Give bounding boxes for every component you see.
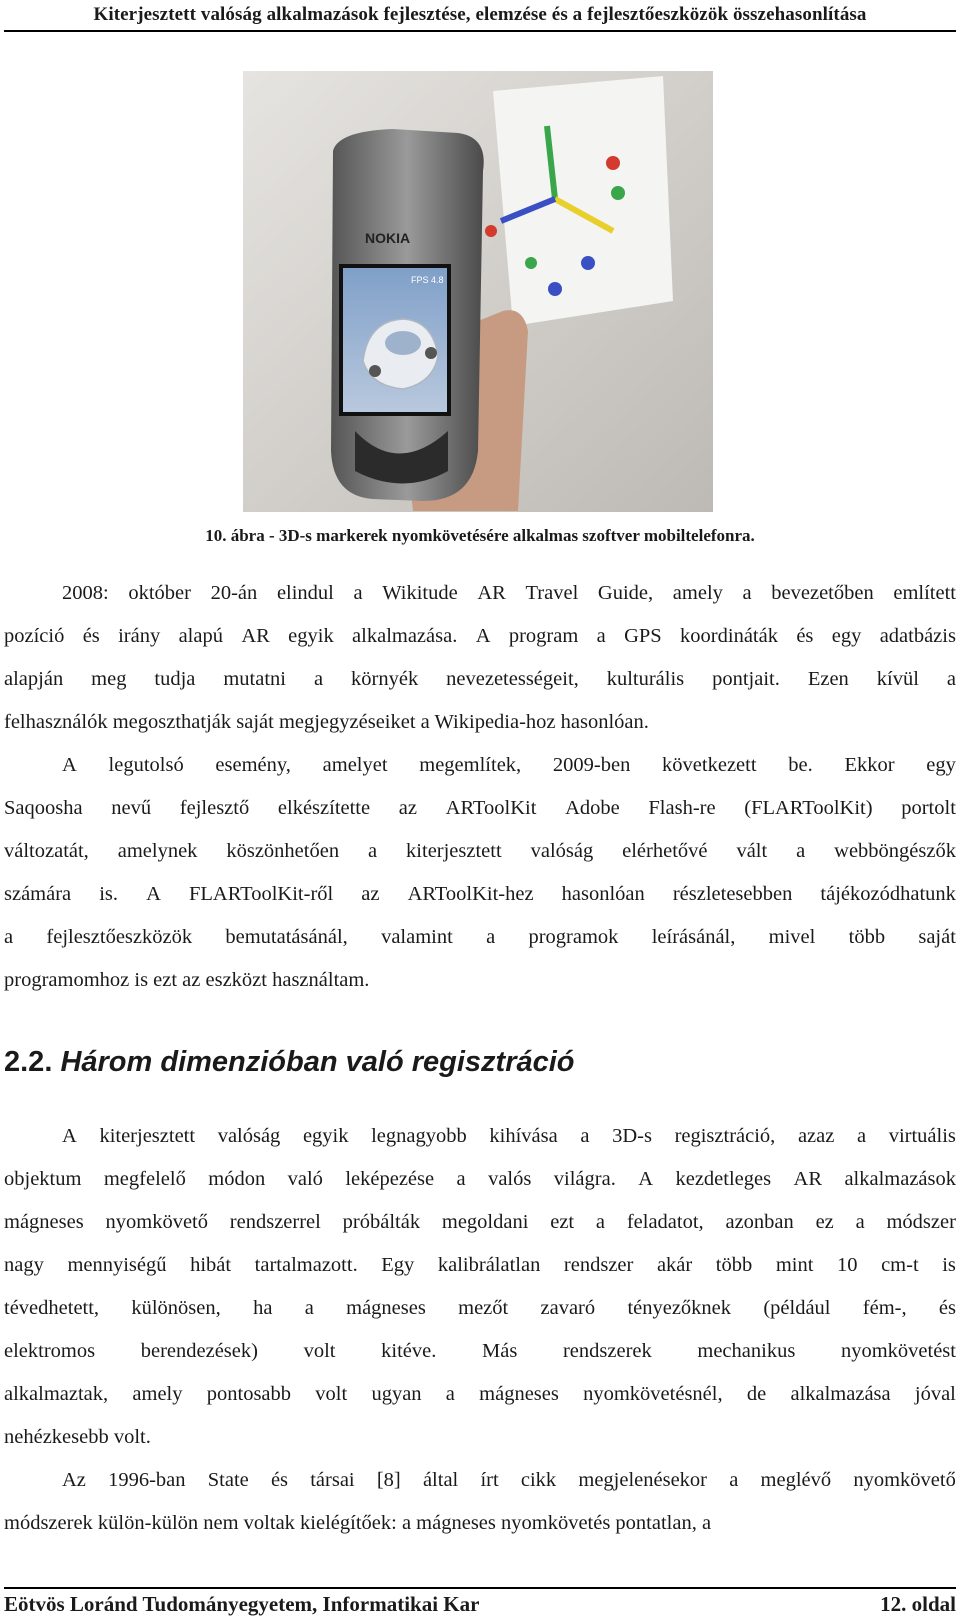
paragraph-line [4, 916, 956, 959]
word: nyomkövetésnél, [583, 1383, 723, 1405]
word: megjelenésekor [578, 1469, 708, 1491]
word: mágneses [4, 1211, 84, 1233]
paragraph-2 [4, 744, 956, 1002]
word: fejlesztőeszközök [46, 926, 193, 948]
word: mezőt [458, 1297, 509, 1319]
word: világra. [553, 1168, 616, 1190]
word: a [729, 1469, 739, 1491]
word: leképezése [345, 1168, 435, 1190]
word: Más [482, 1340, 518, 1362]
word: egy [926, 754, 956, 776]
word: amelynek [117, 840, 198, 862]
word: irány [118, 625, 161, 647]
word: amely [132, 1383, 183, 1405]
word: bemutatásánál, [225, 926, 348, 948]
word: tudja [154, 668, 196, 690]
word: rendszer [563, 1254, 634, 1276]
word: AR [477, 582, 506, 604]
word: AR [241, 625, 270, 647]
word: State [207, 1469, 249, 1491]
word: megemlítek, [419, 754, 522, 776]
word: ezt [550, 1211, 575, 1233]
word: a [856, 1125, 867, 1147]
word: írt [480, 1469, 499, 1491]
word: Flash-re [648, 797, 716, 819]
paragraph-line [4, 572, 956, 615]
word: módon [208, 1168, 266, 1190]
word: említett [893, 582, 956, 604]
word: FLARToolKit-ről [188, 883, 334, 905]
word: 2008: [62, 582, 109, 604]
word: köszönhetően [226, 840, 340, 862]
word: cikk [520, 1469, 557, 1491]
word: a [445, 1383, 455, 1405]
ar-marker-card [485, 76, 673, 326]
paragraph-line [4, 787, 956, 830]
word: volt [315, 1383, 348, 1405]
word: AR [793, 1168, 823, 1190]
word: rendszerrel [229, 1211, 321, 1233]
word: a [855, 1211, 865, 1233]
word: tévedhetett, [4, 1297, 100, 1319]
word: jóval [914, 1383, 956, 1405]
word: programok [528, 926, 619, 948]
word: alkalmaztak, [4, 1383, 109, 1405]
paragraph-line [4, 830, 956, 873]
word: nevű [111, 797, 152, 819]
word: mint [775, 1254, 814, 1276]
word: valamint [381, 926, 453, 948]
word: a [486, 926, 496, 948]
word: [8] [376, 1469, 401, 1491]
word: elektromos [4, 1340, 96, 1362]
word: a [796, 840, 806, 862]
word: virtuális [888, 1125, 956, 1147]
paragraph-line [4, 873, 956, 916]
paragraph-line: módszerek külön-külön nem voltak kielégítőek: a mágneses nyomkövetés pontatlan, a [4, 1512, 712, 1534]
word: A [62, 1125, 77, 1147]
paragraph-line [4, 1287, 956, 1330]
word: egyik [288, 625, 334, 647]
paragraph-line [4, 1459, 956, 1502]
word: legnagyobb [371, 1125, 467, 1147]
paragraph-line [4, 615, 956, 658]
word: és [82, 625, 100, 647]
word: volt [303, 1340, 336, 1362]
word: különösen, [131, 1297, 221, 1319]
footer-institution: Eötvös Loránd Tudományegyetem, Informatikai Kar [4, 1591, 480, 1616]
section-number: 2.2. [4, 1046, 53, 1078]
figure-caption: 10. ábra - 3D-s markerek nyomkövetésére alkalmas szoftver mobiltelefonra. [205, 526, 755, 545]
page-header [4, 0, 956, 32]
word: az [361, 883, 380, 905]
word: a [946, 668, 956, 690]
word: hibát [190, 1254, 232, 1276]
word: és [938, 1297, 956, 1319]
paragraph-line [4, 1201, 956, 1244]
word: koordináták [680, 625, 778, 647]
word: egyik [302, 1125, 349, 1147]
word: mennyiségű [67, 1254, 167, 1276]
word: környék [351, 668, 419, 690]
word: kulturális [606, 668, 685, 690]
paragraph-line [4, 744, 956, 787]
word: Ezen [807, 668, 849, 690]
paragraph-line [4, 1158, 956, 1201]
word: Travel [525, 582, 579, 604]
word: Az [62, 1469, 86, 1491]
word: 10 [837, 1254, 858, 1276]
word: A [62, 754, 77, 776]
word: való [287, 1168, 323, 1190]
word: által [422, 1469, 459, 1491]
phone-brand: NOKIA [365, 230, 411, 246]
word: Saqoosha [4, 797, 83, 819]
word: az [398, 797, 417, 819]
word: változatát, [4, 840, 89, 862]
paragraph-3 [4, 1115, 956, 1459]
word: megfelelő [103, 1168, 186, 1190]
word: feladatot, [626, 1211, 704, 1233]
paragraph-line [4, 1115, 956, 1158]
word: ARToolKit-hez [407, 883, 534, 905]
word: kiterjesztett [99, 1125, 196, 1147]
word: rendszerek [562, 1340, 652, 1362]
word: bevezetőben [771, 582, 874, 604]
word: (például [763, 1297, 831, 1319]
word: kihívása [489, 1125, 558, 1147]
paragraph-line: nehézkesebb volt. [4, 1426, 151, 1448]
word: ARToolKit [445, 797, 537, 819]
word: azonban [725, 1211, 794, 1233]
word: meglévő [760, 1469, 832, 1491]
header-title: Kiterjesztett valóság alkalmazások fejlesztése, elemzése és a fejlesztőeszközök összehasonlítása [93, 4, 867, 25]
word: próbálták [342, 1211, 421, 1233]
word: nyomkövető [853, 1469, 956, 1491]
word: megoldani [441, 1211, 529, 1233]
word: kiterjesztett [406, 840, 502, 862]
word: amely [672, 582, 723, 604]
word: több [715, 1254, 753, 1276]
word: a [4, 926, 14, 948]
word: alkalmazása [790, 1383, 891, 1405]
paragraph-line [4, 1373, 956, 1416]
word: kitéve. [381, 1340, 437, 1362]
word: de [746, 1383, 767, 1405]
word: alapján [4, 668, 64, 690]
word: leírásánál, [651, 926, 736, 948]
word: részletesebben [672, 883, 793, 905]
word: alkalmazása. [352, 625, 458, 647]
mobile-phone [331, 129, 484, 501]
word: (FLARToolKit) [744, 797, 873, 819]
word: kezdetleges [675, 1168, 772, 1190]
word: pontosabb [206, 1383, 292, 1405]
word: zavaró [540, 1297, 596, 1319]
word: mágneses [479, 1383, 559, 1405]
word: nevezetességeit, [446, 668, 579, 690]
word: elindul [276, 582, 334, 604]
word: mechanikus [697, 1340, 796, 1362]
word: fejlesztő [179, 797, 250, 819]
word: ugyan [371, 1383, 422, 1405]
word: számára [4, 883, 72, 905]
word: október [128, 582, 191, 604]
word: GPS [624, 625, 662, 647]
word: mivel [768, 926, 816, 948]
word: is [942, 1254, 956, 1276]
word: 2009-ben [552, 754, 631, 776]
word: a [580, 1125, 590, 1147]
word: berendezések) [140, 1340, 258, 1362]
word: és [796, 625, 814, 647]
word: fém-, [862, 1297, 907, 1319]
word: azaz [797, 1125, 835, 1147]
word: a [304, 1297, 314, 1319]
word: esemény, [215, 754, 291, 776]
word: a [368, 840, 378, 862]
word: elérhetővé [622, 840, 708, 862]
word: 20-án [210, 582, 258, 604]
word: A [146, 883, 161, 905]
word: legutolsó [108, 754, 184, 776]
word: módszer [886, 1211, 956, 1233]
word: meg [91, 668, 127, 690]
word: a [742, 582, 752, 604]
word: A [638, 1168, 654, 1190]
paragraph-line [4, 1244, 956, 1287]
phone-ar-photo [243, 71, 713, 512]
word: Adobe [565, 797, 620, 819]
word: a [353, 582, 363, 604]
word: mutatni [223, 668, 286, 690]
word: portolt [901, 797, 956, 819]
word: alkalmazások [844, 1168, 956, 1190]
word: kívül [876, 668, 919, 690]
screen-fps-text: FPS 4.8 [411, 275, 444, 285]
word: Ekkor [844, 754, 895, 776]
word: a [596, 625, 606, 647]
word: ez [815, 1211, 834, 1233]
paragraph-4 [4, 1459, 956, 1545]
word: valóság [217, 1125, 281, 1147]
word: és [270, 1469, 289, 1491]
word: tájékozódhatunk [820, 883, 956, 905]
word: 3D-s [612, 1125, 652, 1147]
word: program [508, 625, 579, 647]
footer-page-number: 12. oldal [880, 1591, 956, 1616]
word: is. [99, 883, 119, 905]
word: egy [831, 625, 862, 647]
word: Wikitude [382, 582, 458, 604]
section-title: Három dimenzióban való regisztráció [60, 1046, 575, 1078]
word: 1996-ban [108, 1469, 186, 1491]
word: regisztráció, [674, 1125, 776, 1147]
word: pozíció [4, 625, 65, 647]
word: mágneses [346, 1297, 426, 1319]
word: amelyet [322, 754, 388, 776]
word: objektum [4, 1168, 82, 1190]
word: nyomkövetést [840, 1340, 956, 1362]
word: több [848, 926, 886, 948]
paragraph-1 [4, 572, 956, 744]
word: cm-t [881, 1254, 919, 1276]
paragraph-line [4, 658, 956, 701]
word: hasonlóan [561, 883, 645, 905]
word: be. [788, 754, 813, 776]
word: alapú [178, 625, 223, 647]
word: A [475, 625, 491, 647]
word: tényezőknek [627, 1297, 732, 1319]
word: webböngészők [834, 840, 956, 862]
word: vált [736, 840, 768, 862]
word: következett [662, 754, 757, 776]
word: Guide, [597, 582, 654, 604]
word: ha [253, 1297, 273, 1319]
word: nagy [4, 1254, 44, 1276]
figure-photo [243, 71, 713, 512]
word: a [456, 1168, 466, 1190]
page-footer [4, 1587, 956, 1619]
word: társai [310, 1469, 355, 1491]
paragraph-line [4, 1330, 956, 1373]
word: valós [488, 1168, 532, 1190]
word: nyomkövető [105, 1211, 208, 1233]
paragraph-line: programomhoz is ezt az eszközt használtam. [4, 969, 370, 991]
word: pontjait. [712, 668, 780, 690]
section-heading [4, 1046, 575, 1079]
word: elkészítette [277, 797, 371, 819]
word: a [313, 668, 324, 690]
word: tartalmazott. [254, 1254, 358, 1276]
paragraph-line: felhasználók megoszthatják saját megjegyzéseiket a Wikipedia-hoz hasonlóan. [4, 711, 649, 733]
word: valóság [530, 840, 594, 862]
word: akár [656, 1254, 693, 1276]
word: a [595, 1211, 606, 1233]
word: saját [918, 926, 956, 948]
word: adatbázis [879, 625, 956, 647]
word: kalibrálatlan [437, 1254, 541, 1276]
word: Egy [381, 1254, 415, 1276]
